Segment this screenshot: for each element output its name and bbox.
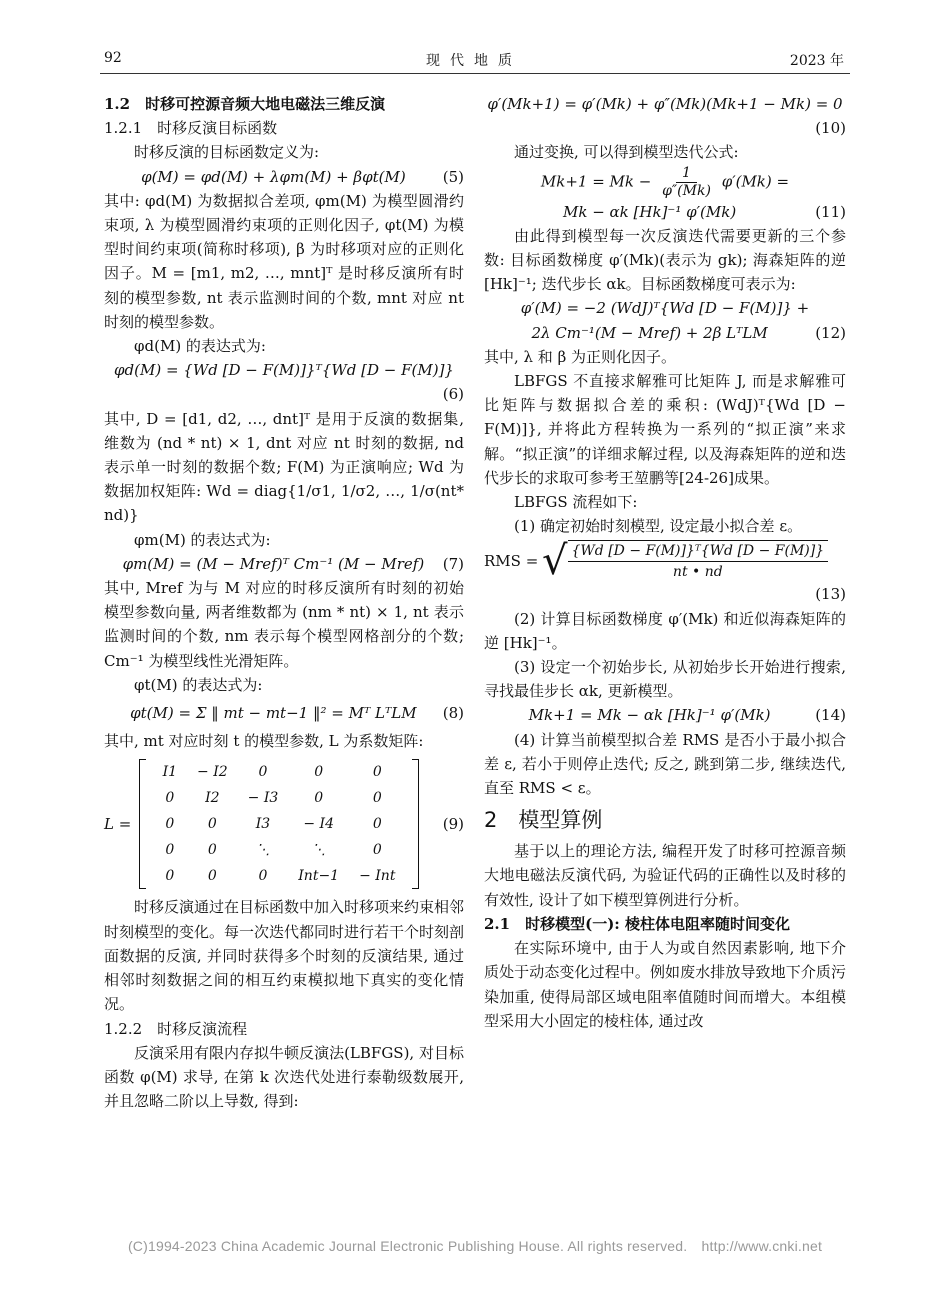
paragraph: 由此得到模型每一次反演迭代需要更新的三个参数: 目标函数梯度 φ′(Mk)(表示为 gk); 海森矩阵的逆 [Hk]⁻¹; 迭代步长 αk。目标函数梯度可表示为: [484,226,846,294]
section-heading-2-1: 2.1 时移模型(一): 棱柱体电阻率随时间变化 [484,914,791,933]
equation-8: φt(M) = Σ ‖ mt − mt−1 ‖² = Mᵀ LᵀLM (8) [130,704,464,723]
paragraph: (4) 计算当前模型拟合差 RMS 是否小于最小拟合差 ε, 若小于则停止迭代; 反之, 跳到第二步, 继续迭代, 直至 RMS < ε。 [484,730,846,798]
equation-10-number: (10) [815,119,846,138]
paragraph: 时移反演的目标函数定义为: [134,143,320,162]
paragraph: 其中: φd(M) 为数据拟合差项, φm(M) 为模型圆滑约束项, λ 为模型圆滑约束项的正则化因子, φt(M) 为模型时间约束项(简称时移项), β 为时移项对应的正则化因子。M = [m1, m2, …, mnt]ᵀ 是时移反演所有时刻的模型参数, nt 表示监测时间的个数, mnt 对应 nt 时刻的模型参数。 [104,191,464,331]
rms-fraction: {Wd [D − F(M)]}ᵀ{Wd [D − F(M)]} nt • nd [568,540,829,582]
equation-13: RMS = √ {Wd [D − F(M)]}ᵀ{Wd [D − F(M)]} nt • nd [484,540,846,582]
matrix-row [153,759,406,785]
matrix-cell: − I4 [303,816,334,833]
paragraph: LBFGS 不直接求解雅可比矩阵 J, 而是求解雅可比矩阵与数据拟合差的乘积: (WdJ)ᵀ{Wd [D − F(M)]}, 并将此方程转换为一系列的“拟正演”来求解。“拟正演”的详细求解过程, 以及海森矩阵的逆和迭代步长的求取可参考王堃鹏等[24-26]成果。 [484,372,846,487]
equation-5: φ(M) = φd(M) + λφm(M) + βφt(M) (5) [141,167,464,186]
equation-7: φm(M) = (M − Mref)ᵀ Cm⁻¹ (M − Mref) (7) [122,554,464,573]
matrix-cell: ⋱ [255,842,270,859]
paragraph: 基于以上的理论方法, 编程开发了时移可控源音频大地电磁法反演代码, 为验证代码的正确性以及时移的有效性, 设计了如下模型算例进行分析。 [484,842,846,909]
matrix-row [153,863,406,889]
equation-11-line-1: Mk+1 = Mk − $\frac{1}{\varphi''(Mk)}$ φ′(Mk) = [540,164,790,199]
paragraph: 其中, D = [d1, d2, …, dnt]ᵀ 是用于反演的数据集, 维数为 (nd * nt) × 1, dnt 对应 nt 时刻的数据, nd 表示单一时刻的数据个数; F(M) 为正演响应; Wd 为数据加权矩阵: Wd = diag{1/σ1, 1/σ2, …, 1/σ(nt* nd)} [104,409,464,525]
matrix-cell: I3 [255,816,271,833]
matrix-cell: 0 [372,842,382,859]
matrix-cell: 0 [207,868,217,885]
fraction: $\frac{1}{\varphi''(Mk)}$ [662,164,711,199]
matrix-row [153,811,406,837]
matrix-cell: 0 [207,842,217,859]
paragraph: 其中, Mref 为与 M 对应的时移反演所有时刻的初始模型参数向量, 两者维数都为 (nm * nt) × 1, nt 表示监测时间的个数, nm 表示每个模型网格剖分的个数; Cm⁻¹ 为模型线性光滑矩阵。 [104,579,464,670]
equation-14: Mk+1 = Mk − αk [Hk]⁻¹ φ′(Mk) (14) [528,706,846,725]
paragraph: (3) 设定一个初始步长, 从初始步长开始进行搜索, 寻找最佳步长 αk, 更新模型。 [484,658,846,701]
matrix-cell: 0 [314,790,324,807]
matrix-left-bracket [139,759,146,889]
matrix-cell: ⋱ [311,842,326,859]
paragraph: 时移反演通过在目标函数中加入时移项来约束相邻时刻模型的变化。每一次迭代都同时进行若干个时刻剖面数据的反演, 并同时获得多个时刻的反演结果, 通过相邻时刻数据之间的相互约束模拟地下真实的变化情况。 [104,898,465,1014]
page-number: 92 [104,50,122,66]
matrix-cell: 0 [258,764,268,781]
matrix-cell: I2 [205,790,220,807]
equation-6-number: (6) [442,385,464,404]
equation-6: φd(M) = {Wd [D − F(M)]}ᵀ{Wd [D − F(M)]} [114,361,454,380]
matrix-cell: − I3 [247,790,279,807]
matrix-cell: − Int [359,868,396,885]
paragraph: φm(M) 的表达式为: [134,530,271,549]
paragraph: (1) 确定初始时刻模型, 设定最小拟合差 ε。 [514,517,803,536]
matrix-cell: 0 [372,764,382,781]
matrix-cell: 0 [372,790,382,807]
paragraph: (2) 计算目标函数梯度 φ′(Mk) 和近似海森矩阵的逆 [Hk]⁻¹。 [484,609,846,652]
paragraph: 其中, λ 和 β 为正则化因子。 [484,347,677,366]
matrix-cell: 0 [258,868,268,885]
matrix-right-bracket [412,759,419,889]
copyright-footer: (C)1994-2023 China Academic Journal Electronic Publishing House. All rights reserved. http://www.cnki.net [127,1238,823,1254]
section-heading-1-2: 1.2 时移可控源音频大地电磁法三维反演 [104,95,386,113]
matrix-cell: 0 [372,816,382,833]
header-rule [100,73,850,74]
journal-title: 现代地质 [426,53,522,69]
equation-9-number: (9) [442,815,464,834]
equation-12-line-2: 2λ Cm⁻¹(M − Mref) + 2β LᵀLM (12) [531,323,846,342]
paragraph: φt(M) 的表达式为: [134,675,263,694]
matrix-cell: I1 [162,764,178,781]
matrix-row [153,837,406,863]
paragraph: 反演采用有限内存拟牛顿反演法(LBFGS), 对目标函数 φ(M) 求导, 在第 k 次迭代处进行泰勒级数展开, 并且忽略二阶以上导数, 得到: [104,1043,464,1111]
publication-year: 2023 年 [789,53,844,69]
matrix-cell: 0 [165,816,175,833]
paragraph: 通过变换, 可以得到模型迭代公式: [514,143,739,162]
matrix-cell: − I2 [197,764,228,781]
matrix-cell: 0 [165,790,175,807]
section-heading-1-2-2: 1.2.2 时移反演流程 [104,1019,248,1038]
matrix-cell: 0 [165,868,175,885]
matrix-cell: 0 [207,816,217,833]
section-heading-2: 2 模型算例 [484,808,603,833]
equation-13-number: (13) [815,585,846,604]
equation-9-matrix [104,759,464,889]
sqrt-icon: √ [542,538,568,585]
right-column [484,92,846,1033]
paragraph: φd(M) 的表达式为: [134,337,266,356]
left-column [104,92,464,1113]
matrix-cell: 0 [165,842,175,859]
paragraph: LBFGS 流程如下: [514,493,638,512]
equation-11-line-2: Mk − αk [Hk]⁻¹ φ′(Mk) (11) [563,202,846,221]
equation-12-line-1: φ′(M) = −2 (WdJ)ᵀ{Wd [D − F(M)]} + [520,299,810,318]
matrix-cell: 0 [314,764,324,781]
paragraph: 其中, mt 对应时刻 t 的模型参数, L 为系数矩阵: [104,732,424,751]
matrix-row [153,785,406,811]
section-heading-1-2-1: 1.2.1 时移反演目标函数 [104,119,278,138]
matrix-table [153,759,406,889]
matrix-cell: Int−1 [298,868,340,885]
paragraph: 在实际环境中, 由于人为或自然因素影响, 地下介质处于动态变化过程中。例如废水排放导致地下介质污染加重, 使得局部区域电阻率值随时间而增大。本组模型采用大小固定的棱柱体, 通过改 [484,939,846,1030]
matrix-lhs: L = [104,815,132,834]
equation-10: φ′(Mk+1) = φ′(Mk) + φ″(Mk)(Mk+1 − Mk) = 0 [487,95,843,113]
